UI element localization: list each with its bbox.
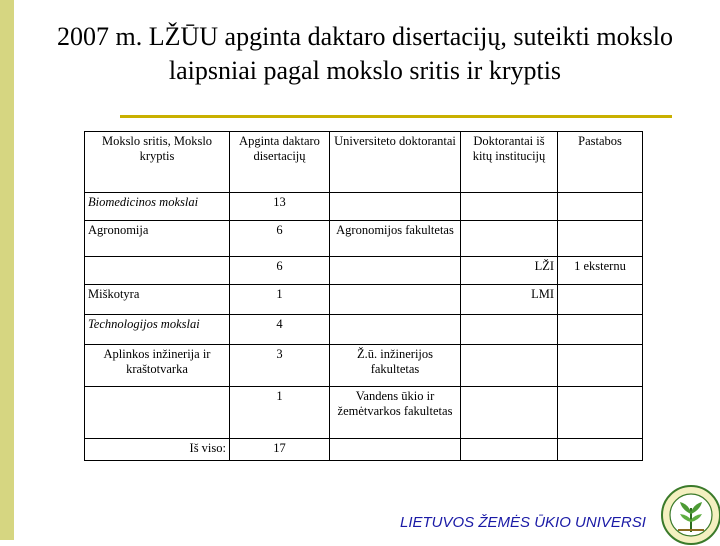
table-total-row [85, 439, 643, 461]
cell-notes: 1 eksternu [558, 257, 643, 285]
university-name-footer: LIETUVOS ŽEMĖS ŪKIO UNIVERSI [400, 514, 646, 531]
slide-sidebar-bar [0, 0, 14, 540]
cell-defended: 1 [230, 387, 330, 439]
cell-defended: 6 [230, 257, 330, 285]
cell-other: LMI [461, 285, 558, 315]
header-defended: Apginta daktaro disertacijų [230, 132, 330, 193]
cell-other: LŽI [461, 257, 558, 285]
table-row [85, 257, 643, 285]
table-row [85, 221, 643, 257]
table-row [85, 387, 643, 439]
cell-field: Biomedicinos mokslai [85, 193, 230, 221]
cell-field: Miškotyra [85, 285, 230, 315]
table-row [85, 345, 643, 387]
cell-defended: 13 [230, 193, 330, 221]
header-field: Mokslo sritis, Mokslo kryptis [85, 132, 230, 193]
slide-title: 2007 m. LŽŪU apginta daktaro disertacijų, suteikti mokslo laipsniai pagal mokslo sritis ir kryptis [57, 22, 673, 85]
total-label: Iš viso: [85, 439, 230, 461]
cell-defended: 1 [230, 285, 330, 315]
dissertations-table [84, 131, 643, 461]
title-divider [120, 115, 672, 118]
cell-field: Aplinkos inžinerija ir kraštotvarka [85, 345, 230, 387]
cell-defended: 6 [230, 221, 330, 257]
table-header-row [85, 132, 643, 193]
cell-defended: 4 [230, 315, 330, 345]
cell-university: Ž.ū. inžinerijos fakultetas [330, 345, 461, 387]
table-row [85, 193, 643, 221]
cell-university: Vandens ūkio ir žemėtvarkos fakultetas [330, 387, 461, 439]
table-row [85, 315, 643, 345]
header-notes: Pastabos [558, 132, 643, 193]
header-university: Universiteto doktorantai [330, 132, 461, 193]
cell-university: Agronomijos fakultetas [330, 221, 461, 257]
table-row [85, 285, 643, 315]
cell-defended: 3 [230, 345, 330, 387]
cell-field: Technologijos mokslai [85, 315, 230, 345]
total-value: 17 [230, 439, 330, 461]
university-seal-icon [660, 484, 720, 546]
header-other: Doktorantai iš kitų institucijų [461, 132, 558, 193]
cell-field: Agronomija [85, 221, 230, 257]
